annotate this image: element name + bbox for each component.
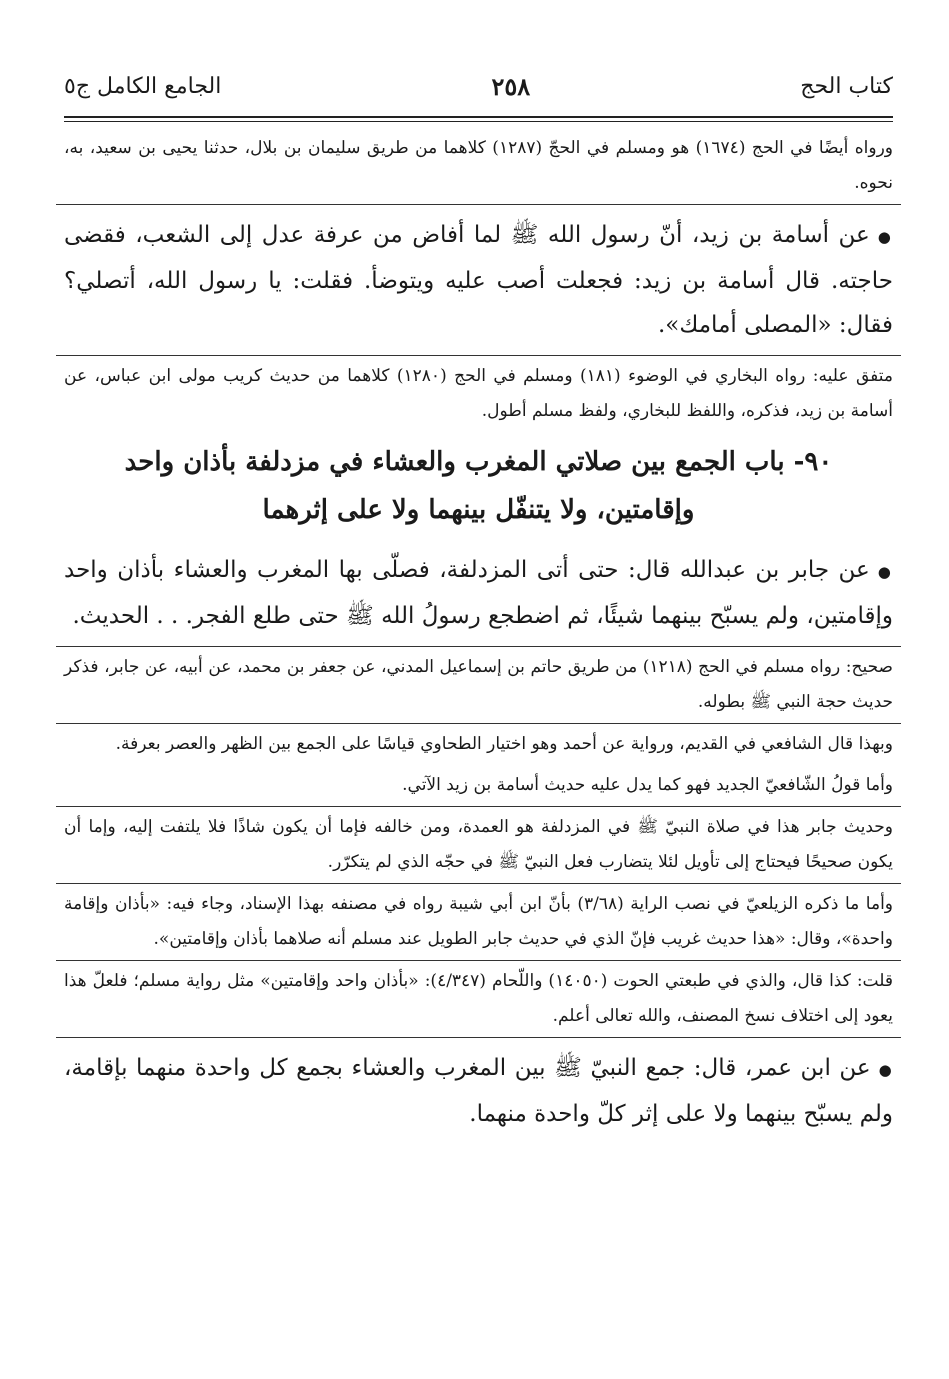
hadith-text: عن أسامة بن زيد، أنّ رسول الله ﷺ لما أفاض من عرفة عدل إلى الشعب، فقضى حاجته. قال أسامة بن زيد: فجعلت أصب عليه ويتوضأ. فقلت: يا رسول الله، أتصلي؟ فقال: «المصلى أمامك».: [64, 222, 893, 338]
footnote-paragraph: وأما قولُ الشّافعيّ الجديد فهو كما يدل عليه حديث أسامة بن زيد الآتي.: [402, 775, 893, 795]
footnote-paragraph: ورواه أيضًا في الحج (١٦٧٤) هو ومسلم في الحجّ (١٢٨٧) كلاهما من طريق سليمان بن بلال، حدثنا يحيى بن سعيد، به، نحوه.: [64, 138, 894, 193]
hadith-paragraph: [64, 540, 893, 646]
hadith-text: عن جابر بن عبدالله قال: حتى أتى المزدلفة، فصلّى بها المغرب والعشاء بأذان واحد وإقامتين، ولم يسبّح بينهما شيئًا، ثم اضطجع رسولُ الله ﷺ حتى طلع الفجر. . . الحديث.: [64, 557, 893, 629]
page-header: [64, 66, 893, 106]
page-number: ٢٥٨: [491, 71, 531, 101]
bullet-icon: ●: [877, 563, 893, 581]
bullet-icon: ●: [878, 1061, 894, 1079]
bullet-icon: ●: [877, 228, 893, 246]
footnote-paragraph: وحديث جابر هذا في صلاة النبيّ ﷺ في المزدلفة هو العمدة، ومن خالفه فإما أن يكون شاذًا فلا يلتفت إليه، وإما أن يكون صحيحًا فيحتاج إلى تأويل لئلا يتضارب فعل النبيّ ﷺ في حجّه الذي لم يتكرّر.: [64, 817, 893, 872]
page-content: [64, 128, 893, 1144]
footnote-paragraph: متفق عليه: رواه البخاري في الوضوء (١٨١) ومسلم في الحج (١٢٨٠) كلاهما من حديث كريب مولى ابن عباس، عن أسامة بن زيد، فذكره، واللفظ للبخاري، ولفظ مسلم أطول.: [64, 366, 893, 421]
hadith-paragraph: [64, 1038, 893, 1144]
footnote-paragraph: وأما ما ذكره الزيلعيّ في نصب الراية (٣/٦٨) بأنّ ابن أبي شيبة رواه في مصنفه بهذا الإسناد، وجاء فيه: «بأذان وإقامة واحدة»، وقال: «هذا حديث غريب فإنّ الذي في حديث جابر الطويل عند مسلم أنه صلاهما بأذان وإقامتين».: [64, 894, 893, 949]
footnote-paragraph: وبهذا قال الشافعي في القديم، ورواية عن أحمد وهو اختيار الطحاوي قياسًا على الجمع بين الظهر والعصر بعرفة.: [115, 734, 893, 754]
footnote-paragraph: صحيح: رواه مسلم في الحج (١٢١٨) من طريق حاتم بن إسماعيل المدني، عن جعفر بن محمد، عن أبيه، عن جابر، فذكر حديث حجة النبي ﷺ بطوله.: [64, 657, 893, 712]
hadith-text: عن ابن عمر، قال: جمع النبيّ ﷺ بين المغرب والعشاء بجمع كل واحدة منهما بإقامة، ولم يسبّح بينهما ولا على إثر كلّ واحدة منهما.: [64, 1055, 893, 1127]
header-book-title: كتاب الحج: [800, 73, 893, 99]
chapter-title-line: وإقامتين، ولا يتنفّل بينهما ولا على إثرهما: [262, 495, 695, 525]
book-page: [64, 0, 893, 1379]
footnote-paragraph: قلت: كذا قال، والذي في طبعتي الحوت (١٤٠٥٠) واللّحام (٤/٣٤٧): «بأذان واحد وإقامتين» مثل رواية مسلم؛ فلعلّ هذا يعود إلى اختلاف نسخ المصنف، والله تعالى أعلم.: [64, 971, 893, 1026]
header-volume: الجامع الكامل ج٥: [64, 73, 222, 99]
header-rule: [64, 116, 893, 122]
chapter-heading: [64, 432, 893, 540]
hadith-paragraph: [64, 205, 893, 355]
chapter-title-line: ٩٠- باب الجمع بين صلاتي المغرب والعشاء في مزدلفة بأذان واحد: [124, 447, 833, 477]
